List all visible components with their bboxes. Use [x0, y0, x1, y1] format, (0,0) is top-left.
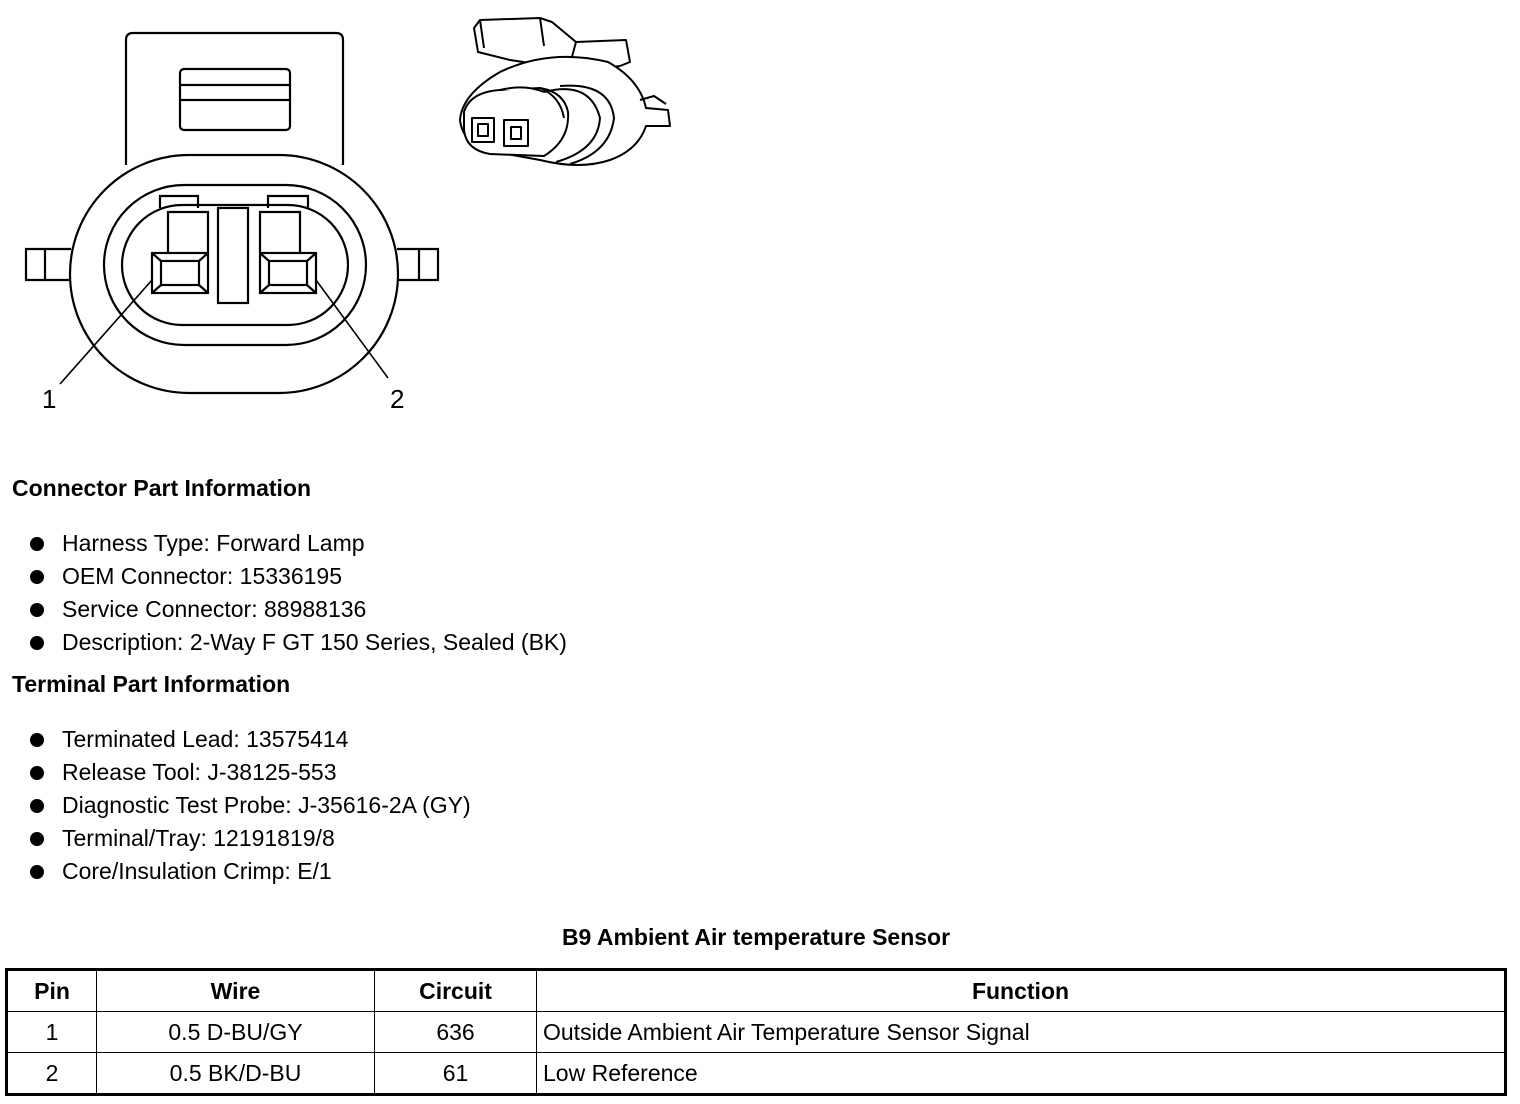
cell-function: Outside Ambient Air Temperature Sensor Signal — [537, 1012, 1506, 1053]
cell-pin: 1 — [7, 1012, 97, 1053]
cell-function: Low Reference — [537, 1053, 1506, 1095]
left-ear — [26, 249, 71, 280]
list-item-text: OEM Connector: 15336195 — [62, 563, 343, 589]
bullet-icon — [30, 636, 44, 650]
list-item — [28, 560, 567, 593]
list-item — [28, 723, 471, 756]
pin-2-label: 2 — [390, 384, 405, 414]
list-item — [28, 756, 471, 789]
list-item — [28, 593, 567, 626]
table-row — [7, 1012, 1506, 1053]
bullet-icon — [30, 766, 44, 780]
list-item-text: Terminal/Tray: 12191819/8 — [62, 825, 335, 851]
connector-isometric-diagram — [440, 0, 680, 175]
list-item — [28, 855, 471, 888]
bullet-icon — [30, 603, 44, 617]
list-item — [28, 789, 471, 822]
list-item — [28, 626, 567, 659]
table-header-row — [7, 970, 1506, 1012]
list-item-text: Release Tool: J-38125-553 — [62, 759, 337, 785]
cell-circuit: 636 — [375, 1012, 537, 1053]
column-header-wire: Wire — [97, 970, 375, 1012]
connector-body-outer — [70, 155, 398, 393]
bullet-icon — [30, 799, 44, 813]
connector-info-title: Connector Part Information — [12, 475, 312, 501]
bullet-icon — [30, 537, 44, 551]
bullet-icon — [30, 733, 44, 747]
cell-wire: 0.5 D-BU/GY — [97, 1012, 375, 1053]
list-item-text: Terminated Lead: 13575414 — [62, 726, 349, 752]
pin-1-label: 1 — [42, 384, 57, 414]
pin-table-caption: B9 Ambient Air temperature Sensor — [561, 924, 951, 950]
cell-wire: 0.5 BK/D-BU — [97, 1053, 375, 1095]
list-item-text: Service Connector: 88988136 — [62, 596, 367, 622]
terminal-info-list — [28, 723, 471, 888]
pin-table — [5, 968, 1507, 1096]
list-item-text: Core/Insulation Crimp: E/1 — [62, 858, 332, 884]
table-row — [7, 1053, 1506, 1095]
list-item — [28, 822, 471, 855]
list-item-text: Description: 2-Way F GT 150 Series, Sealed (BK) — [62, 629, 567, 655]
connector-info-list — [28, 527, 567, 659]
cell-circuit: 61 — [375, 1053, 537, 1095]
connector-face-diagram — [0, 0, 450, 420]
bullet-icon — [30, 570, 44, 584]
list-item-text: Diagnostic Test Probe: J-35616-2A (GY) — [62, 792, 471, 818]
column-header-pin: Pin — [7, 970, 97, 1012]
list-item-text: Harness Type: Forward Lamp — [62, 530, 365, 556]
column-header-circuit: Circuit — [375, 970, 537, 1012]
right-ear — [397, 249, 438, 280]
terminal-info-title: Terminal Part Information — [12, 671, 291, 697]
bullet-icon — [30, 865, 44, 879]
column-header-function: Function — [537, 970, 1506, 1012]
cell-pin: 2 — [7, 1053, 97, 1095]
list-item — [28, 527, 567, 560]
bullet-icon — [30, 832, 44, 846]
